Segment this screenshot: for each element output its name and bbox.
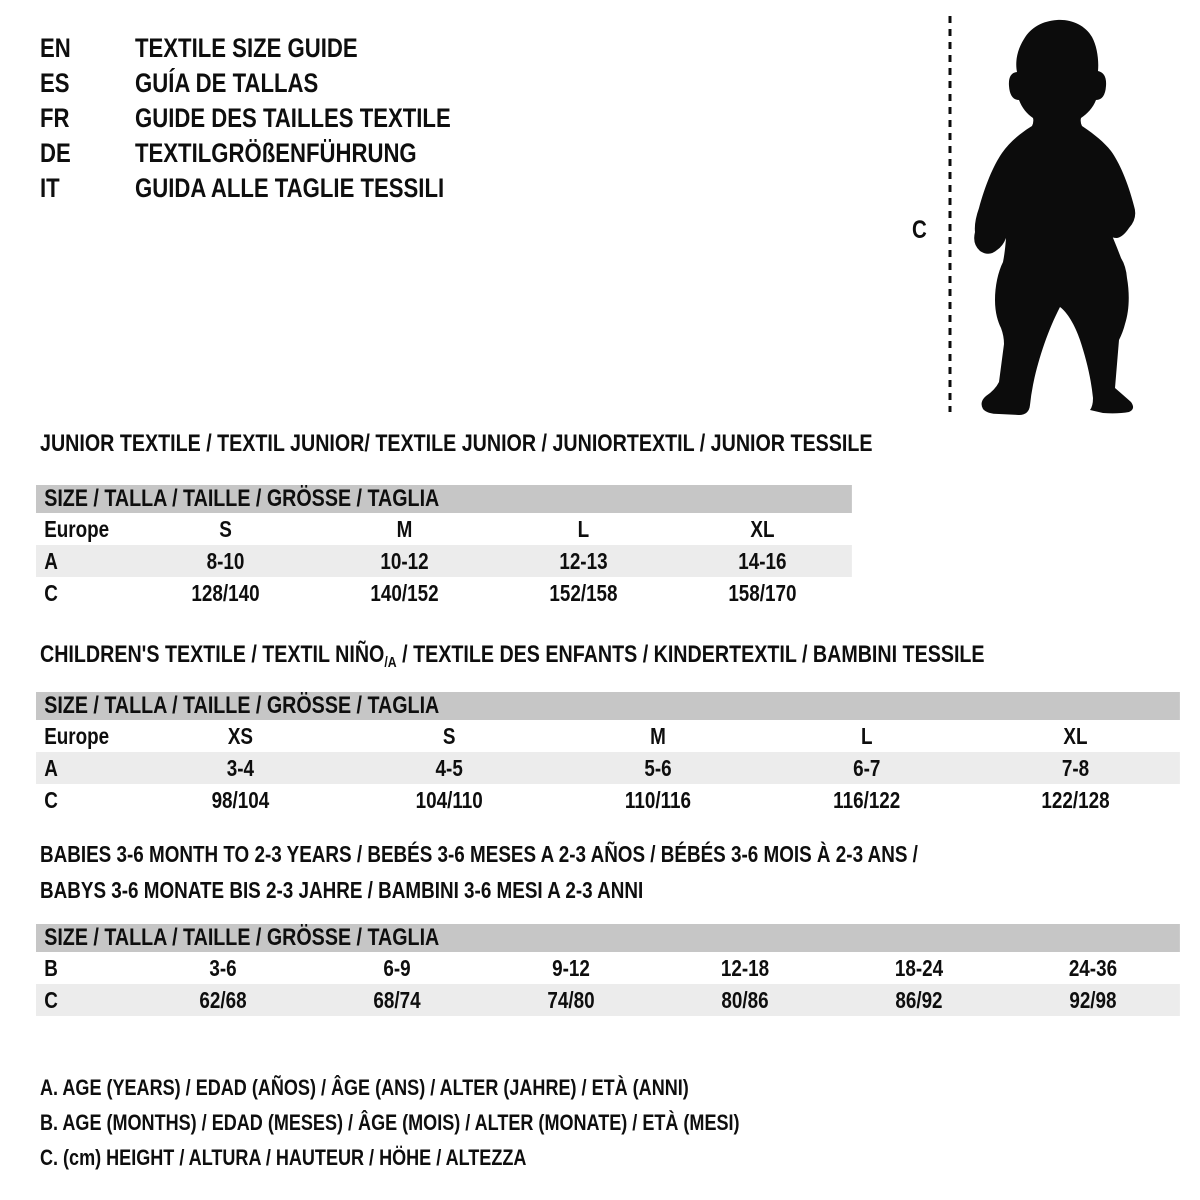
table-cell: 92/98 — [1069, 986, 1117, 1013]
row-label: Europe — [44, 515, 110, 542]
toddler-silhouette-shape — [974, 20, 1135, 415]
table-cell: 3-6 — [209, 954, 237, 981]
table-cell: M — [650, 722, 666, 749]
language-code: DE — [40, 138, 71, 168]
language-row-de — [40, 136, 520, 171]
guide-title-fr: GUIDE DES TAILLES TEXTILE — [135, 103, 451, 133]
table-cell: 3-4 — [226, 754, 255, 781]
table-row-age-years — [36, 545, 852, 577]
size-header-bar — [36, 485, 852, 513]
table-cell: XL — [1063, 722, 1088, 749]
table-row-age-months — [36, 952, 1180, 984]
table-cell: 110/116 — [624, 786, 692, 813]
guide-title-en: TEXTILE SIZE GUIDE — [135, 33, 358, 63]
legend-line-b: B. AGE (MONTHS) / EDAD (MESES) / ÂGE (MOIS) / ALTER (MONATE) / ETÀ (MESI) — [40, 1109, 740, 1135]
table-row-europe — [36, 720, 1180, 752]
table-cell: 140/152 — [370, 579, 439, 606]
table-row-height — [36, 577, 852, 609]
language-row-en — [40, 31, 520, 66]
guide-title-it: GUIDA ALLE TAGLIE TESSILI — [135, 173, 445, 203]
table-cell: 104/110 — [415, 786, 483, 813]
size-header-label: SIZE / TALLA / TAILLE / GRÖSSE / TAGLIA — [44, 924, 440, 951]
table-cell: L — [860, 722, 873, 749]
row-label: A — [44, 547, 58, 574]
toddler-silhouette — [935, 8, 1185, 420]
table-cell: 62/68 — [199, 986, 247, 1013]
table-row-height — [36, 784, 1180, 816]
children-table-title — [40, 641, 985, 669]
row-label: C — [44, 579, 58, 606]
table-row-europe — [36, 513, 852, 545]
size-header-label: SIZE / TALLA / TAILLE / GRÖSSE / TAGLIA — [44, 692, 440, 719]
language-code: EN — [40, 33, 71, 63]
table-cell: 6-7 — [853, 754, 881, 781]
table-cell: 152/158 — [549, 579, 618, 606]
table-cell: 80/86 — [721, 986, 769, 1013]
table-cell: M — [396, 515, 413, 542]
row-label: A — [44, 754, 58, 781]
language-code: ES — [40, 68, 70, 98]
size-header-bar — [36, 924, 1180, 952]
language-row-es — [40, 66, 520, 101]
row-label: B — [44, 954, 58, 981]
table-row-height — [36, 984, 1180, 1016]
guide-title-de: TEXTILGRÖßENFÜHRUNG — [135, 138, 417, 168]
row-label: C — [44, 986, 58, 1013]
table-cell: 128/140 — [191, 579, 260, 606]
guide-title-es: GUÍA DE TALLAS — [135, 68, 319, 98]
table-cell: 6-9 — [383, 954, 411, 981]
table-cell: L — [577, 515, 590, 542]
table-cell: 8-10 — [206, 547, 245, 574]
table-cell: 116/122 — [833, 786, 901, 813]
row-label: Europe — [44, 722, 110, 749]
table-row-age-years — [36, 752, 1180, 784]
table-cell: XL — [750, 515, 775, 542]
children-title-prefix: CHILDREN'S TEXTILE / TEXTIL NIÑO — [40, 641, 385, 668]
size-header-bar — [36, 692, 1180, 720]
language-code: FR — [40, 103, 70, 133]
children-title-subscript: /A — [384, 654, 397, 671]
table-cell: 10-12 — [380, 547, 429, 574]
children-title-suffix: / TEXTILE DES ENFANTS / KINDERTEXTIL / BAMBINI TESSILE — [396, 641, 985, 668]
table-cell: 122/128 — [1041, 786, 1110, 813]
babies-size-table — [36, 924, 1180, 1016]
children-size-table — [36, 692, 1180, 816]
table-cell: S — [442, 722, 456, 749]
table-cell: 4-5 — [435, 754, 463, 781]
table-cell: 9-12 — [552, 954, 590, 981]
table-cell: XS — [227, 722, 254, 749]
table-cell: 98/104 — [211, 786, 270, 813]
table-cell: 158/170 — [728, 579, 797, 606]
junior-table-title: JUNIOR TEXTILE / TEXTIL JUNIOR/ TEXTILE JUNIOR / JUNIORTEXTIL / JUNIOR TESSILE — [40, 430, 873, 457]
babies-table-title-line1: BABIES 3-6 MONTH TO 2-3 YEARS / BEBÉS 3-6 MESES A 2-3 AÑOS / BÉBÉS 3-6 MOIS À 2-3 ANS / — [40, 841, 918, 867]
language-row-it — [40, 171, 520, 206]
table-cell: 24-36 — [1068, 954, 1118, 981]
table-cell: 14-16 — [738, 547, 787, 574]
table-cell: 68/74 — [373, 986, 421, 1013]
table-cell: 86/92 — [895, 986, 943, 1013]
table-cell: 5-6 — [644, 754, 672, 781]
table-cell: S — [219, 515, 232, 542]
table-cell: 7-8 — [1061, 754, 1090, 781]
table-cell: 12-13 — [559, 547, 608, 574]
table-cell: 18-24 — [894, 954, 944, 981]
measure-legend — [40, 1070, 893, 1175]
table-cell: 74/80 — [547, 986, 595, 1013]
legend-line-c: C. (cm) HEIGHT / ALTURA / HAUTEUR / HÖHE / ALTEZZA — [40, 1144, 527, 1170]
table-cell: 12-18 — [720, 954, 770, 981]
height-measure-label: C — [912, 216, 927, 244]
row-label: C — [44, 786, 58, 813]
language-row-fr — [40, 101, 520, 136]
language-code: IT — [40, 173, 60, 203]
junior-size-table — [36, 485, 852, 609]
size-header-label: SIZE / TALLA / TAILLE / GRÖSSE / TAGLIA — [44, 485, 440, 512]
babies-table-title-line2: BABYS 3-6 MONATE BIS 2-3 JAHRE / BAMBINI 3-6 MESI A 2-3 ANNI — [40, 877, 644, 903]
language-title-list — [40, 31, 520, 206]
legend-line-a: A. AGE (YEARS) / EDAD (AÑOS) / ÂGE (ANS) / ALTER (JAHRE) / ETÀ (ANNI) — [40, 1074, 689, 1100]
